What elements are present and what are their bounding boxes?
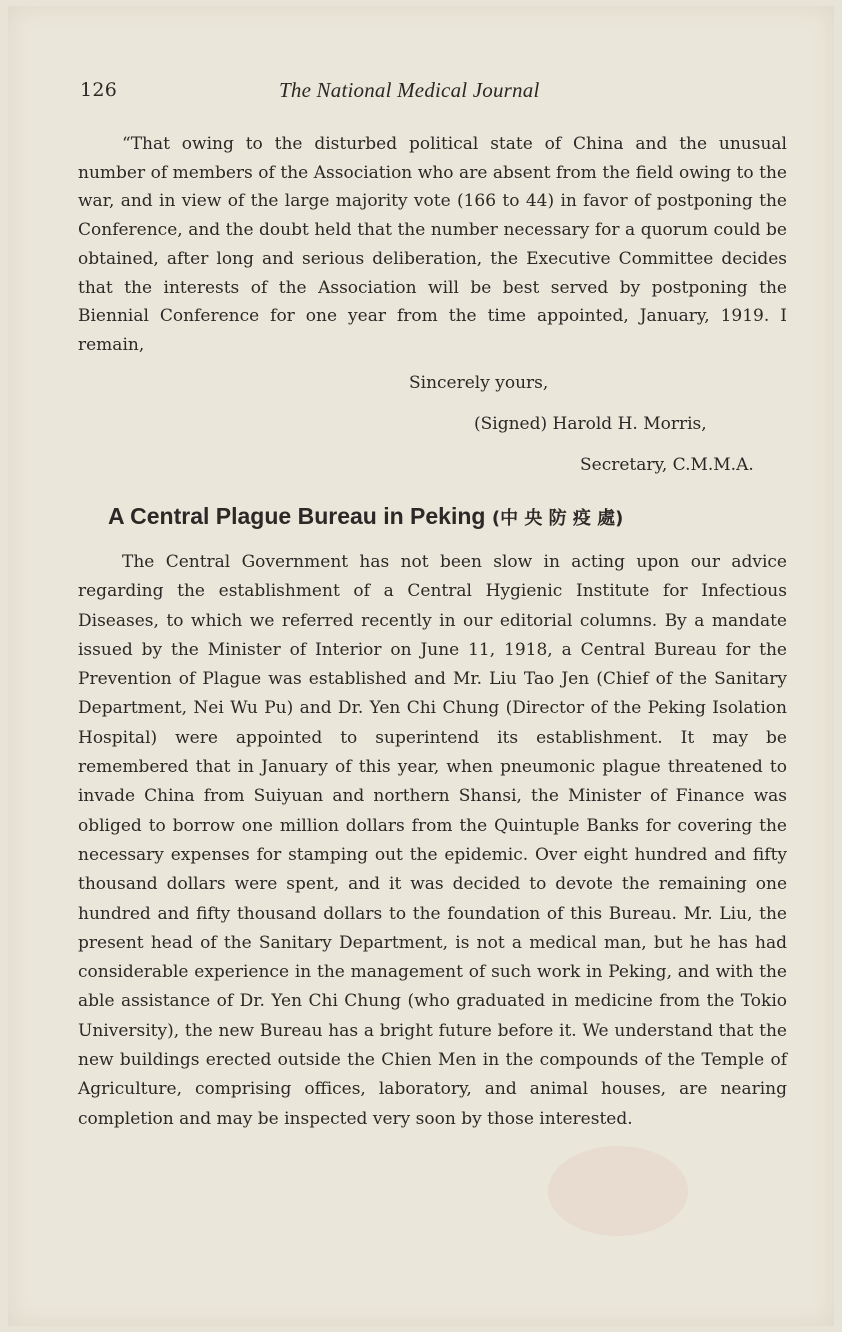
letter-closing: Sincerely yours,: [409, 373, 549, 393]
page-header: [80, 77, 786, 107]
letter-quote-paragraph: “That owing to the disturbed political state of China and the unusual number of members of the Association who are absent from the field owing to the war, and in view of the large majority vote (166 to 44) in favor of postponing the Conference, and the doubt held that the number necessary for a quorum could be obtained, after long and serious deliberation, the Executive Committee decides that the interests of the Association will be best served by postponing the Biennial Conference for one year from the time appointed, January, 1919. I remain,: [78, 134, 787, 355]
article-paragraph: The Central Government has not been slow in acting upon our advice regarding the establishment of a Central Hygienic Institute for Infectious Diseases, to which we referred recently in our editorial columns. By a mandate issued by the Minister of Interior on June 11, 1918, a Central Bureau for the Prevention of Plague was established and Mr. Liu Tao Jen (Chief of the Sanitary Department, Nei Wu Pu) and Dr. Yen Chi Chung (Director of the Peking Isolation Hospital) were appointed to superintend its establishment. It may be remembered that in January of this year, when pneumonic plague threatened to invade China from Suiyuan and northern Shansi, the Minister of Finance was obliged to borrow one million dollars from the Quintuple Banks for covering the necessary expenses for stamping out the epidemic. Over eight hundred and fifty thousand dollars were spent, and it was decided to devote the remaining one hundred and fifty thousand dollars to the foundation of this Bureau. Mr. Liu, the present head of the Sanitary Department, is not a medical man, but he has had considerable experience in the management of such work in Peking, and with the able assistance of Dr. Yen Chi Chung (who graduated in medicine from the Tokio University), the new Bureau has a bright future before it. We understand that the new buildings erected outside the Chien Men in the compounds of the Temple of Agriculture, comprising offices, laboratory, and animal houses, are nearing completion and may be inspected very soon by those interested.: [78, 552, 787, 1129]
article-title-chinese: (中 央 防 疫 處): [491, 508, 624, 529]
article-body: [78, 548, 787, 1134]
letter-signature: (Signed) Harold H. Morris,: [474, 414, 707, 434]
letter-signatory-title: Secretary, C.M.M.A.: [580, 455, 754, 475]
faint-stamp-mark: [548, 1146, 688, 1236]
letter-excerpt: [78, 130, 787, 360]
article-heading: [108, 500, 768, 535]
journal-title: The National Medical Journal: [279, 78, 540, 102]
article-title: A Central Plague Bureau in Peking: [108, 503, 486, 529]
page-number: 126: [80, 79, 118, 101]
